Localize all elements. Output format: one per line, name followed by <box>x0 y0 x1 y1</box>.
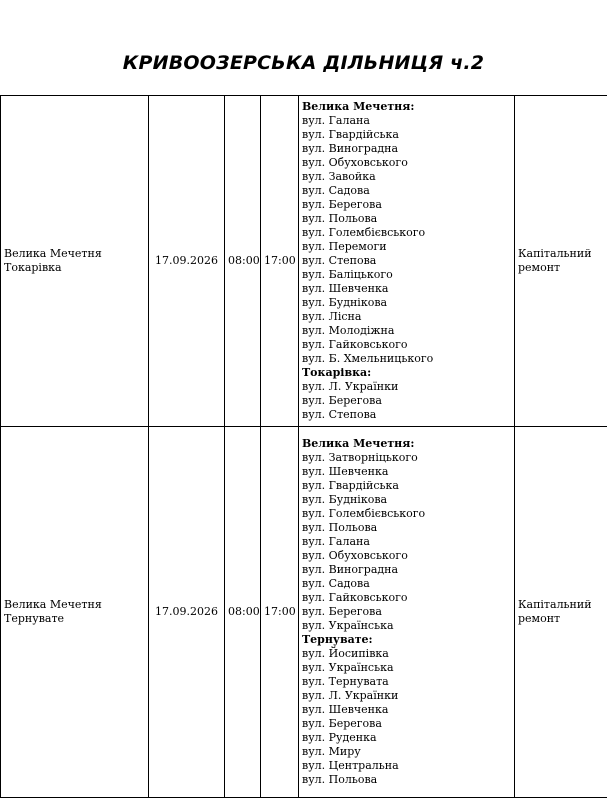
street-item: вул. Лісна <box>302 310 362 323</box>
location-cell <box>1 96 149 427</box>
table-row <box>1 427 607 798</box>
village-heading: Тернувате: <box>302 633 373 646</box>
location-line: Тернувате <box>4 612 65 625</box>
start-time-cell: 08:00 <box>225 427 261 798</box>
village-heading: Велика Мечетня: <box>302 100 415 113</box>
street-item: вул. Польова <box>302 773 378 786</box>
village-heading: Токарівка: <box>302 366 372 379</box>
location-line: Велика Мечетня <box>4 598 102 611</box>
street-item: вул. Буднікова <box>302 296 388 309</box>
street-item: вул. Польова <box>302 212 378 225</box>
street-item: вул. Виноградна <box>302 563 399 576</box>
street-item: вул. Берегова <box>302 605 382 618</box>
street-item: вул. Українська <box>302 619 394 632</box>
reason-line: Капітальний <box>518 598 592 611</box>
page-title: КРИВООЗЕРСЬКА ДІЛЬНИЦЯ ч.2 <box>122 52 485 74</box>
street-item: вул. Степова <box>302 408 377 421</box>
village-heading: Велика Мечетня: <box>302 437 415 450</box>
street-item: вул. Садова <box>302 577 370 590</box>
street-item: вул. Берегова <box>302 394 382 407</box>
street-item: вул. Галана <box>302 114 370 127</box>
street-item: вул. Галана <box>302 535 370 548</box>
street-item: вул. Виноградна <box>302 142 399 155</box>
street-item: вул. Затворніцького <box>302 451 418 464</box>
street-item: вул. Б. Хмельницького <box>302 352 434 365</box>
street-item: вул. Берегова <box>302 198 382 211</box>
street-item: вул. Л. Українки <box>302 380 399 393</box>
reason-line: ремонт <box>518 612 561 625</box>
street-item: вул. Молодіжна <box>302 324 395 337</box>
outage-table <box>0 95 607 798</box>
street-item: вул. Буднікова <box>302 493 388 506</box>
street-item: вул. Українська <box>302 661 394 674</box>
street-item: вул. Руденка <box>302 731 377 744</box>
street-item: вул. Степова <box>302 254 377 267</box>
end-time-cell: 17:00 <box>261 96 299 427</box>
street-item: вул. Шевченка <box>302 282 389 295</box>
street-item: вул. Гвардійська <box>302 128 399 141</box>
date-cell: 17.09.2026 <box>149 427 225 798</box>
street-item: вул. Завойка <box>302 170 376 183</box>
reason-line: ремонт <box>518 261 561 274</box>
street-item: вул. Гайковського <box>302 591 408 604</box>
reason-cell <box>515 427 607 798</box>
street-item: вул. Тернувата <box>302 675 389 688</box>
street-item: вул. Шевченка <box>302 465 389 478</box>
street-item: вул. Йосипівка <box>302 647 389 660</box>
street-item: вул. Обуховського <box>302 549 408 562</box>
street-item: вул. Голембієвського <box>302 226 426 239</box>
table-body <box>1 96 607 798</box>
streets-cell <box>299 427 515 798</box>
date-cell: 17.09.2026 <box>149 96 225 427</box>
street-item: вул. Центральна <box>302 759 399 772</box>
street-item: вул. Польова <box>302 521 378 534</box>
start-time-cell: 08:00 <box>225 96 261 427</box>
street-item: вул. Берегова <box>302 717 382 730</box>
street-item: вул. Баліцького <box>302 268 393 281</box>
street-item: вул. Голембієвського <box>302 507 426 520</box>
street-item: вул. Садова <box>302 184 370 197</box>
location-line: Велика Мечетня <box>4 247 102 260</box>
end-time-cell: 17:00 <box>261 427 299 798</box>
street-item: вул. Гвардійська <box>302 479 399 492</box>
street-item: вул. Обуховського <box>302 156 408 169</box>
street-item: вул. Шевченка <box>302 703 389 716</box>
street-item: вул. Миру <box>302 745 361 758</box>
reason-cell <box>515 96 607 427</box>
street-item: вул. Л. Українки <box>302 689 399 702</box>
table-row <box>1 96 607 427</box>
reason-line: Капітальний <box>518 247 592 260</box>
location-line: Токарівка <box>4 261 62 274</box>
streets-cell <box>299 96 515 427</box>
street-item: вул. Перемоги <box>302 240 387 253</box>
street-item: вул. Гайковського <box>302 338 408 351</box>
location-cell <box>1 427 149 798</box>
